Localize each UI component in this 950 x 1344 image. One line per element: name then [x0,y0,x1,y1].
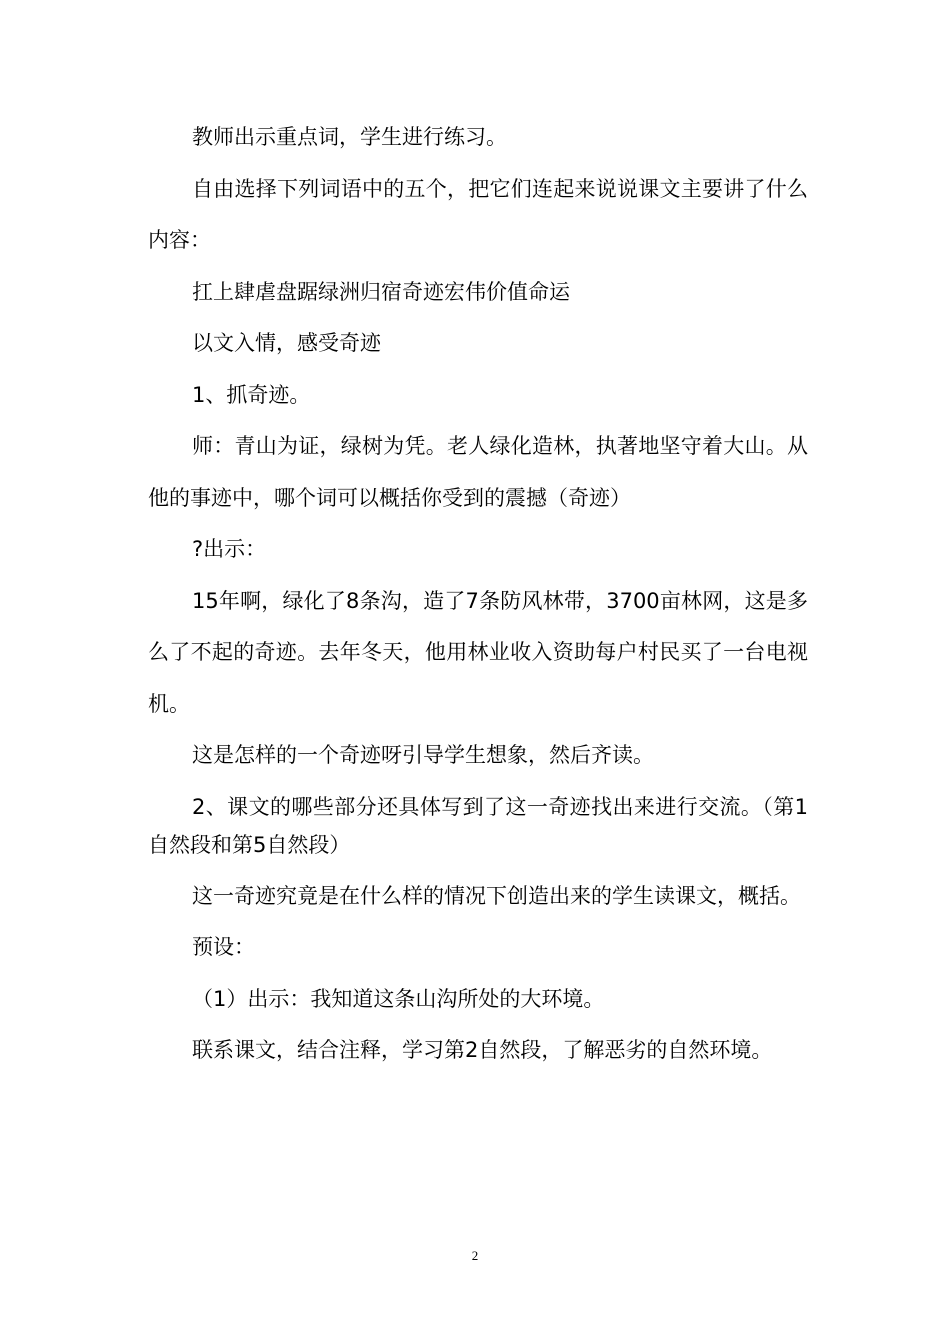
document-body [148,112,808,1077]
paragraph-2: 自由选择下列词语中的五个，把它们连起来说说课文主要讲了什么内容： [148,176,808,252]
paragraph-5: 1、抓奇迹。 [192,382,311,407]
paragraph-14: 联系课文，结合注释，学习第2自然段，了解恶劣的自然环境。 [192,1038,773,1062]
paragraph-13: （1）出示：我知道这条山沟所处的大环境。 [192,986,605,1011]
paragraph-10: 2、课文的哪些部分还具体写到了这一奇迹找出来进行交流。（第1自然段和第5自然段） [148,794,808,857]
paragraph-8: 15年啊，绿化了8条沟，造了7条防风林带，3700亩林网，这是多么了不起的奇迹。去年冬天，他用林业收入资助每户村民买了一台电视机。 [148,588,808,716]
paragraph-3: 扛上肆虐盘踞绿洲归宿奇迹宏伟价值命运 [192,279,570,304]
paragraph-1: 教师出示重点词，学生进行练习。 [192,125,507,149]
paragraph-12: 预设： [192,935,255,959]
page-number: 2 [471,1248,479,1263]
paragraph-4-section-heading: 以文入情，感受奇迹 [192,331,381,355]
paragraph-11: 这一奇迹究竟是在什么样的情况下创造出来的学生读课文，概括。 [192,883,801,908]
paragraph-7: ?出示： [192,537,267,561]
paragraph-6: 师：青山为证，绿树为凭。老人绿化造林，执著地坚守着大山。从他的事迹中，哪个词可以概括你受到的震撼（奇迹） [148,434,808,510]
paragraph-9: 这是怎样的一个奇迹呀引导学生想象，然后齐读。 [192,743,654,767]
